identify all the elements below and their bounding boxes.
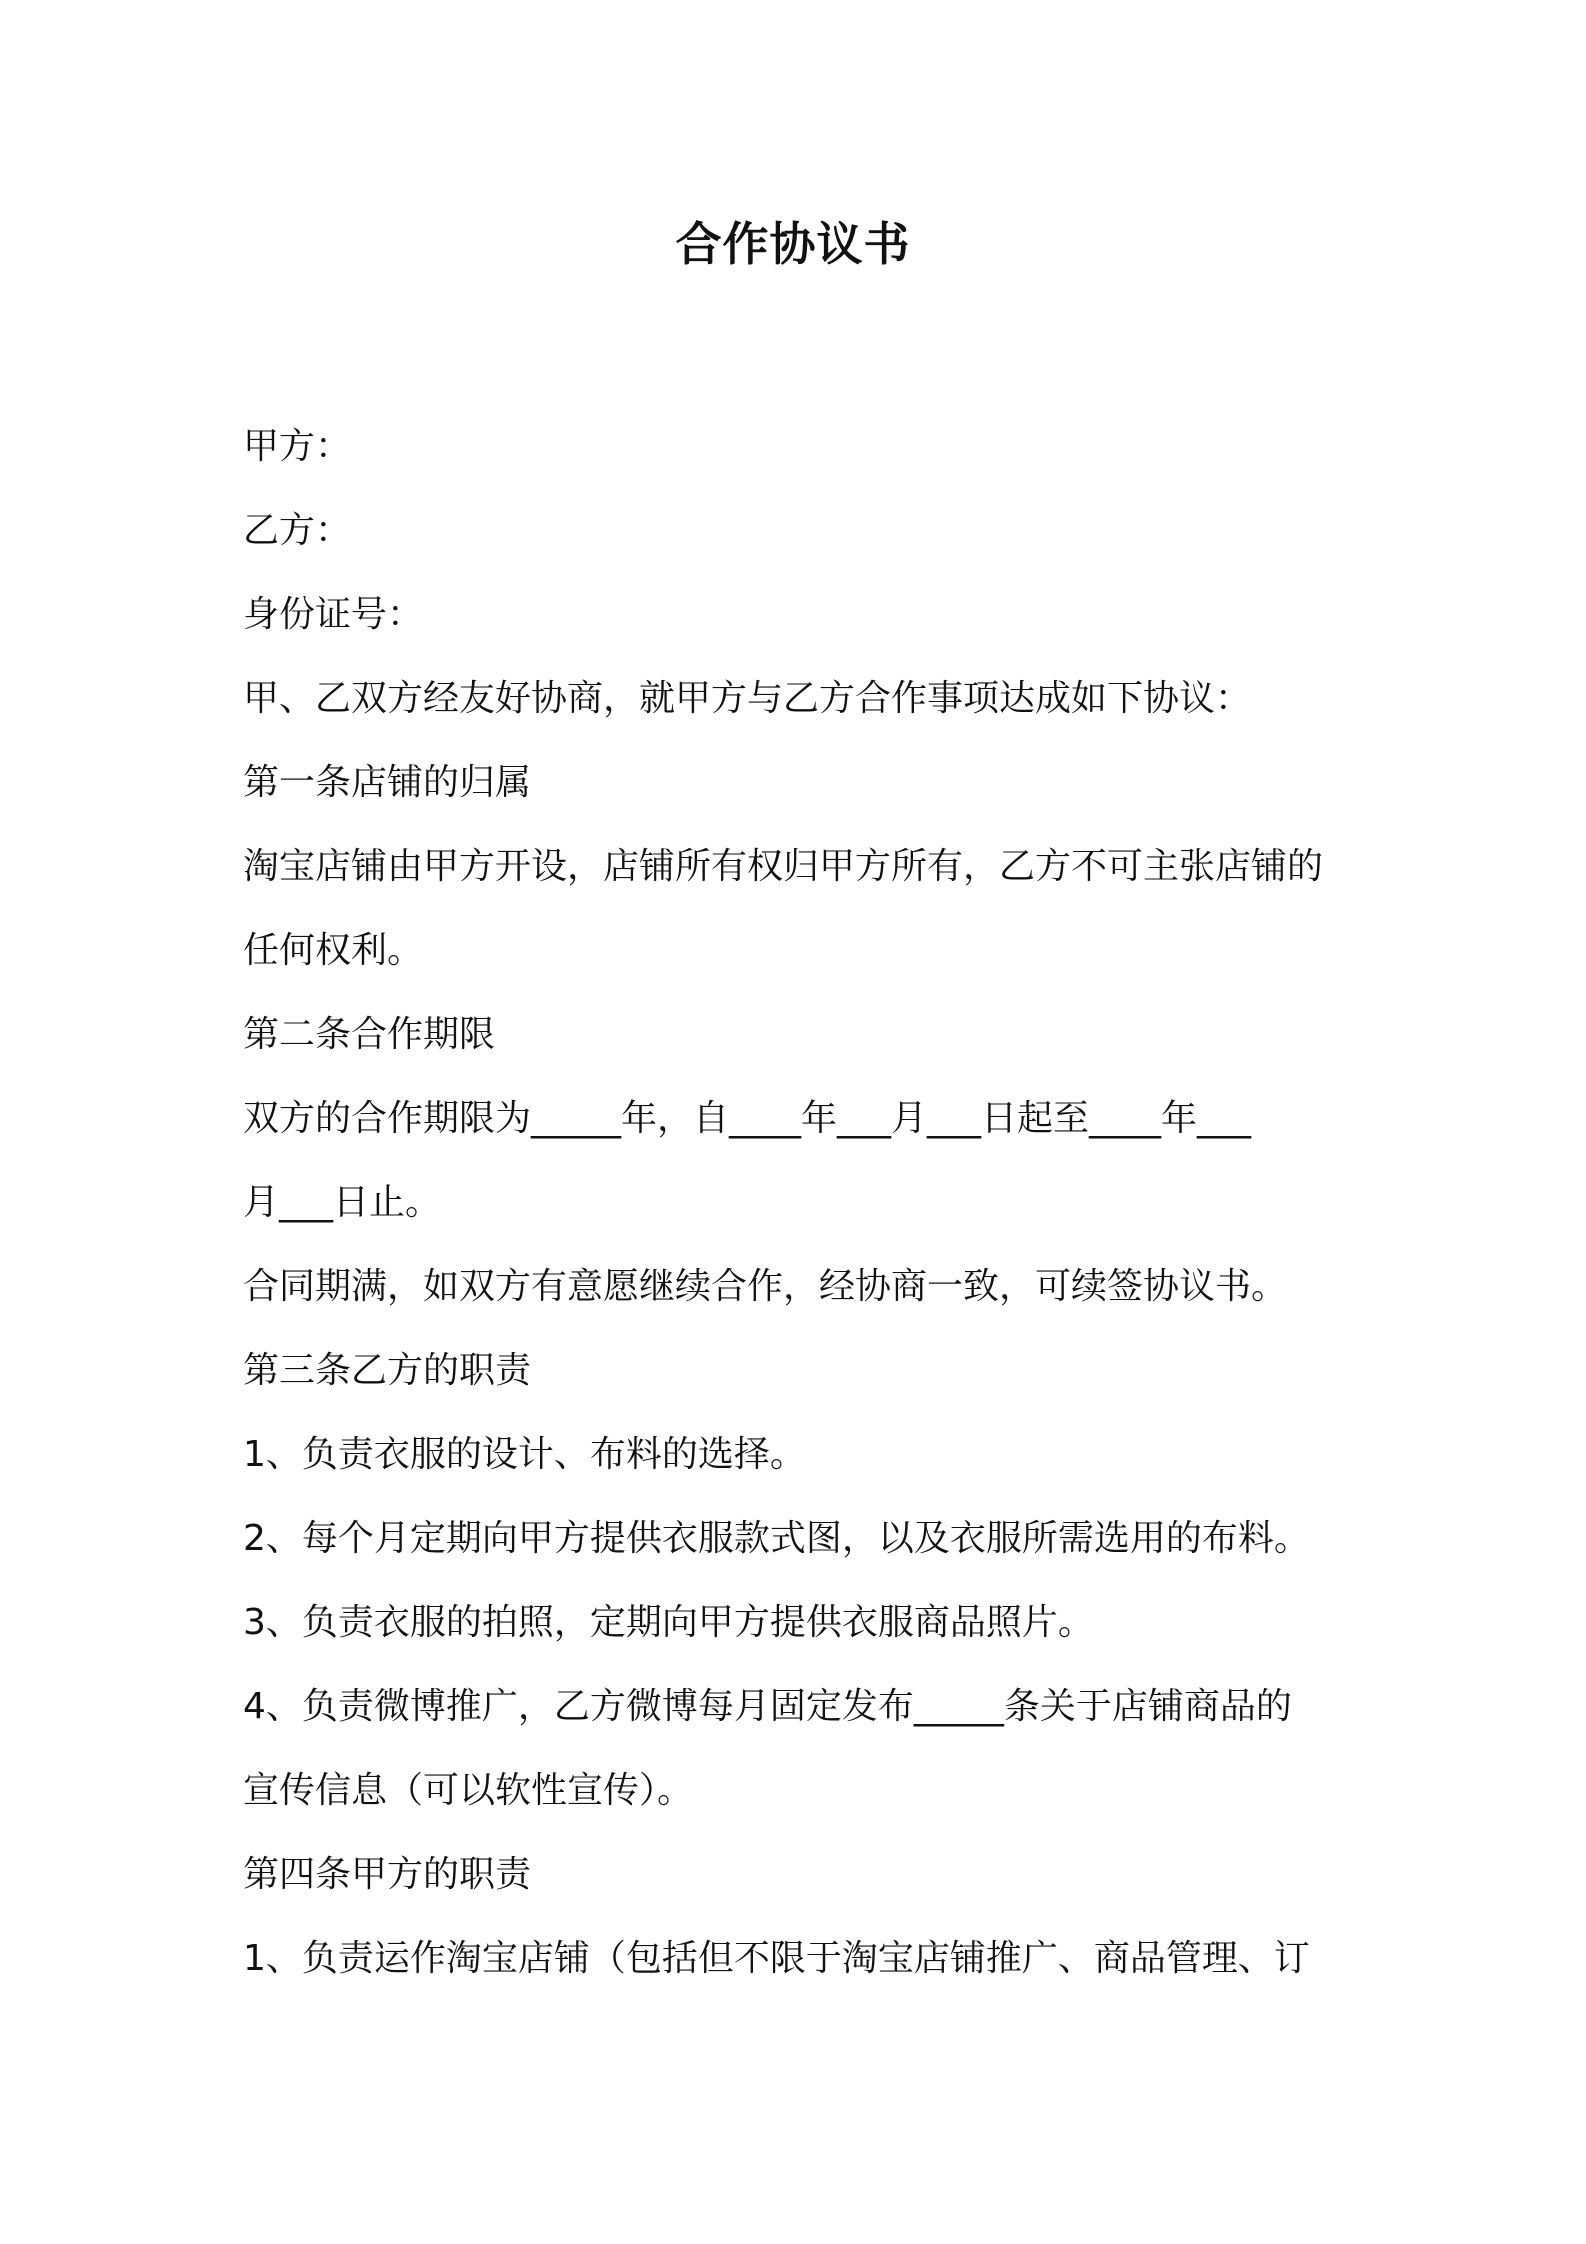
article-3-item-2: 2、每个月定期向甲方提供衣服款式图，以及衣服所需选用的布料。 [243, 1518, 1310, 1559]
party-a-line: 甲方： [243, 426, 352, 467]
article-3-item-4-part-2: 宣传信息（可以软性宣传）。 [243, 1770, 694, 1811]
article-3-item-3: 3、负责衣服的拍照，定期向甲方提供衣服商品照片。 [243, 1602, 1094, 1643]
article-1-text-1: 淘宝店铺由甲方开设，店铺所有权归甲方所有，乙方不可主张店铺的 [243, 846, 1324, 887]
article-3-item-1: 1、负责衣服的设计、布料的选择。 [243, 1434, 806, 1475]
party-b-line: 乙方： [243, 510, 352, 551]
article-2-heading: 第二条合作期限 [243, 1014, 496, 1055]
article-4-heading: 第四条甲方的职责 [243, 1854, 532, 1895]
document-body [243, 405, 1363, 2001]
article-2-text-1: 双方的合作期限为_____年，自____年___月___日起至____年___ [243, 1098, 1252, 1139]
article-3-item-4-part-1: 4、负责微博推广，乙方微博每月固定发布_____条关于店铺商品的 [243, 1686, 1292, 1727]
article-1-text-2: 任何权利。 [243, 930, 424, 971]
article-3-heading: 第三条乙方的职责 [243, 1350, 532, 1391]
article-1-heading: 第一条店铺的归属 [243, 762, 532, 803]
article-4-item-1: 1、负责运作淘宝店铺（包括但不限于淘宝店铺推广、商品管理、订 [243, 1938, 1310, 1979]
article-2-text-2: 月___日止。 [243, 1182, 442, 1223]
document-title: 合作协议书 [675, 217, 911, 271]
article-2-text-3: 合同期满，如双方有意愿继续合作，经协商一致，可续签协议书。 [243, 1266, 1288, 1307]
intro-line: 甲、乙双方经友好协商，就甲方与乙方合作事项达成如下协议： [243, 678, 1252, 719]
id-number-line: 身份证号： [243, 594, 424, 635]
